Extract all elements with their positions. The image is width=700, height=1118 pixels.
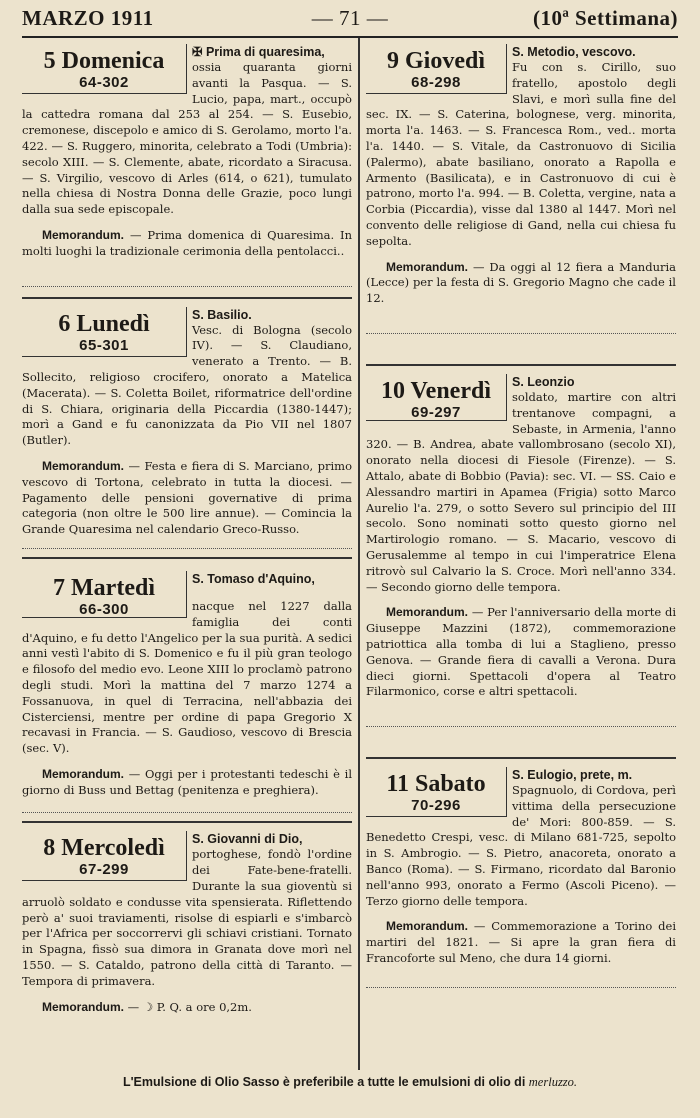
dotted-separator [366, 333, 676, 334]
saint-name: S. Basilio. [192, 307, 252, 322]
entry-text: Fu con s. Cirillo, suo fratello, apostolo degli Slavi, e morì sulla fine del sec. IX. — S. Caterina, bolognese, verg. minorita, morta l'a. 1463. — S. Francesca Rom., ved.. morta l'a. 1440. — S. Vitale, da Castronuovo di Sicilia (Palermo), abate basiliano, onorato a Rapolla e Armento (Basilicata), e in Castronuovo di cui è patrono, morto l'a. 994. — B. Coletta, vergine, nata a Corbia (Piccardia), visse dal 1380 al 1447. Morì nel convento delle religiose di Gand, nella cui chiesa fu sepolta. [366, 60, 676, 248]
day-entry-11 [366, 767, 676, 967]
solid-separator [22, 557, 352, 559]
solid-separator [366, 757, 676, 759]
memorandum [366, 260, 676, 307]
memorandum [366, 605, 676, 700]
day-name: 11 Sabato [386, 771, 486, 798]
entry-text: ossia quaranta giorni avanti la Pasqua. — S. Lucio, papa, mart., occupò la cattedra romana dal 253 al 254. — S. Eusebio, cremonese, discepolo e amico di S. Gerolamo, morto l'a. 422. — S. Ruggero, minorita, celebrato a Todi (Umbria): secolo XIII. — S. Clemente, abate, ricordato a Siracusa. — S. Virgilio, vescovo di Arles (614, o 621), tumulato nella chiesa di Nostra Donna delle Grazie, poco lungi dalla sua sede episcopale. [22, 60, 352, 217]
saint-name: S. Leonzio [512, 374, 575, 389]
day-name: 7 Martedì [53, 574, 155, 601]
entry-text: portoghese, fondò l'ordine dei Fate-bene-fratelli. Durante la sua gioventù si arruolò soldato e condusse vita spensierata. Riflettendo però a' suoi traviamenti, risolse di espiarli e s'imbarcò per l'Africa per soccorrervi gli schiavi cristiani. Tornato in Spagna, fissò sua dimora in Granata dove morì nel 1550. — S. Cataldo, patrono della città di Taranto. — Tempora di primavera. [22, 847, 352, 988]
memo-text: — Festa e fiera di S. Marciano, primo vescovo di Tortona, celebrato in tutta la diocesi. — Pagamento delle pensioni governative di prima categoria (non oltre le 500 lire annue). — Comincia la Grande Quaresima nel calendario Greco-Russo. [22, 458, 352, 537]
day-box [366, 374, 507, 421]
memorandum [22, 1000, 352, 1016]
saint-name: ✠ Prima di quaresima, [192, 45, 325, 59]
dotted-separator [22, 812, 352, 813]
column-divider [358, 38, 360, 1070]
memo-text: — Prima domenica di Quaresima. In molti luoghi la tradizionale cerimonia della pentolacci.. [22, 227, 353, 258]
day-entry-9 [366, 44, 676, 307]
memo-label: Memorandum. [42, 458, 125, 473]
memo-text: — Per l'anniversario della morte di Giuseppe Mazzini (1872), commemorazione patriottica alla tomba di lui a Staglieno, presso Genova. — Grande fiera di cavalli a Verona. Dura dieci giorni. Spettacoli d'opera al Teatro Filarmonico, corse e altri spettacoli. [366, 605, 676, 699]
memo-label: Memorandum. [42, 227, 125, 242]
month-year: MARZO 1911 [22, 6, 154, 30]
memo-label: Memorandum. [386, 919, 469, 934]
memorandum [22, 228, 352, 260]
day-name: 9 Giovedì [386, 48, 485, 74]
memo-text: — Commemorazione a Torino dei martiri del 1821. — Si apre la gran fiera di Francoforte sul Meno, che dura 14 giorni. [366, 919, 676, 966]
entry-text: Spagnuolo, di Cordova, perì vittima della persecuzione de' Mori: 800-859. — S. Benedetto Crespi, vesc. di Milano 681-725, sepolto in S. Ambrogio. — S. Pietro, anacoreta, onorato a Banco (Roma). — S. Firmano, ricordato dal Baronio nell'anno 993, onorato a Fermo (Ascoli Piceno). — Terzo giorno delle tempora. [366, 783, 676, 908]
solid-separator [22, 821, 352, 823]
dotted-separator [366, 987, 676, 988]
memo-label: Memorandum. [386, 259, 469, 274]
dotted-separator [22, 548, 352, 549]
day-box [366, 44, 507, 94]
saint-name: S. Tomaso d'Aquino, [192, 571, 315, 586]
advertisement-footer [22, 1075, 678, 1090]
page-number: — 71 — [311, 6, 389, 30]
entry-text: soldato, martire con altri trentanove compagni, a Sebaste, in Armenia, l'anno 320. — B. Andrea, abate vallombrosano (secolo XI), onorato nella diocesi di Fiesole (Firenze). — S. Attalo, abate di Bobbio (Pavia): sec. VI. — SS. Caio e Alessandro martiri in Apamea (Frigia) sotto Marco Aurelio l'a. 279, o sotto Severo sul principio del III secolo. Sono nominati sotto questo giorno nel Martirologio romano. — S. Macario, vescovo di Gerusalemme al tempo in cui l'imperatrice Elena ritrovò sul Calvario la S. Croce. Morì nell'anno 334. — Secondo giorno delle tempora. [366, 389, 676, 594]
saint-name: S. Metodio, vescovo. [512, 45, 636, 59]
day-number: 70-296 [411, 797, 461, 815]
day-name: 10 Venerdì [380, 377, 491, 404]
day-entry-7 [22, 571, 352, 799]
week-label: (10ª Settimana) [532, 6, 678, 30]
day-number: 67-299 [79, 861, 129, 879]
day-number: 64-302 [79, 74, 129, 91]
memo-label: Memorandum. [42, 766, 125, 781]
footer-tail: merluzzo. [528, 1075, 578, 1089]
day-entry-8 [22, 831, 352, 1015]
day-box [22, 44, 187, 94]
memo-label: Memorandum. [42, 999, 125, 1014]
page-header [22, 6, 678, 34]
left-column [22, 38, 352, 1015]
day-box [22, 307, 187, 357]
right-column [366, 38, 676, 998]
day-box [22, 831, 187, 881]
solid-separator [22, 297, 352, 299]
day-number: 65-301 [79, 336, 129, 354]
day-number: 69-297 [411, 403, 461, 421]
saint-name: S. Eulogio, prete, m. [512, 768, 633, 783]
memo-label: Memorandum. [386, 605, 469, 620]
day-entry-10 [366, 374, 676, 700]
memorandum [366, 919, 676, 966]
day-entry-5 [22, 44, 352, 260]
day-name: 6 Lunedì [58, 310, 150, 337]
memorandum [22, 767, 352, 799]
dotted-separator [366, 726, 676, 727]
memo-text: — ☽ P. Q. a ore 0,2m. [127, 999, 252, 1014]
day-box [22, 571, 187, 618]
day-number: 68-298 [411, 74, 461, 91]
dotted-separator [22, 286, 352, 287]
saint-name: S. Giovanni di Dio, [192, 832, 303, 847]
day-box [366, 767, 507, 817]
entry-text: Vesc. di Bologna (secolo IV). — S. Claudiano, venerato a Trento. — B. Sollecito, religioso crocifero, onorato a Matelica (Macerata). — S. Coletta Boilet, riformatrice dell'ordine di S. Chiara, originaria della Piccardia (1380-1447); morì a Gand e fu canonizzata da Pio VII nel 1807 (Butler). [22, 322, 352, 448]
day-name: 5 Domenica [43, 48, 165, 74]
day-name: 8 Mercoledì [43, 835, 165, 862]
memo-text: — Da oggi al 12 fiera a Manduria (Lecce) per la festa di S. Gregorio Magno che cade il 12. [366, 259, 677, 306]
memo-text: — Oggi per i protestanti tedeschi è il giorno di Buss und Bettag (penitenza e preghiera). [22, 766, 352, 797]
day-number: 66-300 [79, 600, 129, 618]
footer-text: L'Emulsione di Olio Sasso è preferibile a tutte le emulsioni di olio di [122, 1075, 526, 1089]
solid-separator [366, 364, 676, 366]
memorandum [22, 459, 352, 538]
entry-text: nacque nel 1227 dalla famiglia dei conti d'Aquino, e fu detto l'Angelico per la sua purità. A sedici anni vestì l'abito di S. Domenico e fu il più gran teologo e filosofo del medio evo. Leone XIII lo proclamò patrono degli studi. Morì la mattina del 7 marzo 1274 a Fossanuova, in quel di Terracina, nell'abbazia dei Cisterciensi, mentre per ordine di papa Gregorio X recavasi in Francia. — S. Gaudioso, vescovo di Brescia (sec. V). [22, 598, 352, 756]
day-entry-6 [22, 307, 352, 538]
